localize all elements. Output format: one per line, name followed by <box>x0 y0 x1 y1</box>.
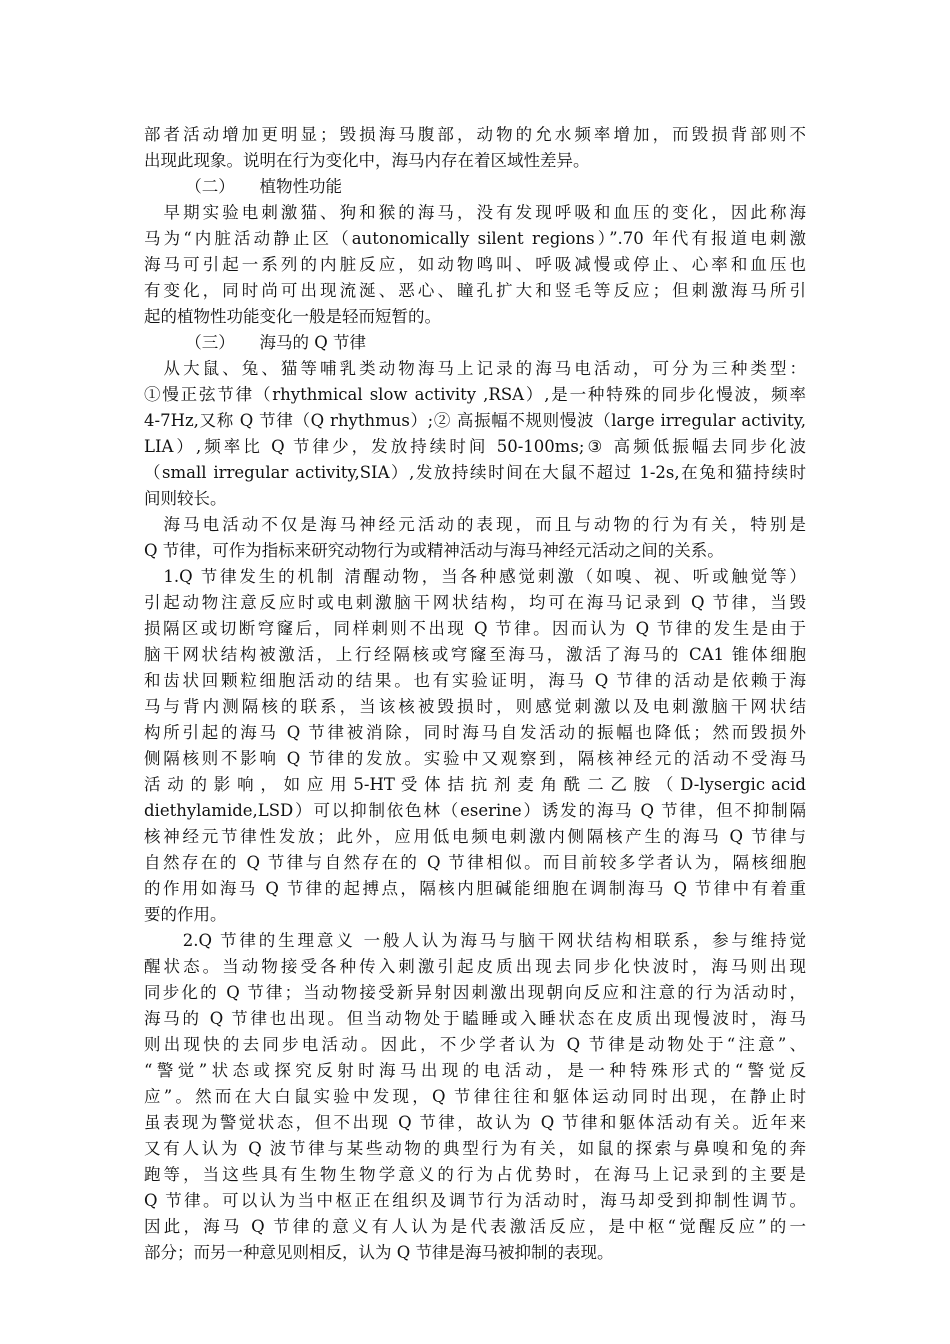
text-line: 又有人认为 Q 波节律与某些动物的典型行为有关，如鼠的探索与鼻嗅和兔的奔 <box>144 1139 806 1158</box>
text-line: LIA）,频率比 Q 节律少，发放持续时间 50-100ms;③ 高频低振幅去同步化波 <box>144 437 806 456</box>
text-line: 4-7Hz,又称 Q 节律（Q rhythmus）;② 高振幅不规则慢波（large irregular activity, <box>144 411 806 430</box>
text-line: 海马电活动不仅是海马神经元活动的表现，而且与动物的行为有关，特别是 <box>144 515 806 534</box>
text-line: 部分；而另一种意见则相反，认为 Q 节律是海马被抑制的表现。 <box>144 1243 614 1262</box>
text-line: 部者活动增加更明显；毁损海马腹部，动物的允水频率增加，而毁损背部则不 <box>144 125 806 144</box>
text-line: 1.Q 节律发生的机制 清醒动物，当各种感觉刺激（如嗅、视、听或触觉等） <box>144 567 806 586</box>
text-line: ①慢正弦节律（rhythmical slow activity ,RSA）,是一种特殊的同步化慢波，频率 <box>144 385 806 404</box>
text-line: 则出现快的去同步电活动。因此，不少学者认为 Q 节律是动物处于“注意”、 <box>144 1035 806 1054</box>
text-line: 同步化的 Q 节律；当动物接受新异射因刺激出现朝向反应和注意的行为活动时， <box>144 983 806 1002</box>
text-line: 引起动物注意反应时或电刺激脑干网状结构，均可在海马记录到 Q 节律，当毁 <box>144 593 806 612</box>
text-line: 核神经元节律性发放；此外，应用低电频电刺激内侧隔核产生的海马 Q 节律与 <box>144 827 806 846</box>
text-line: 2.Q 节律的生理意义 一般人认为海马与脑干网状结构相联系，参与维持觉 <box>144 931 806 950</box>
text-line: 间则较长。 <box>144 489 227 508</box>
text-line: 应”。然而在大白鼠实验中发现，Q 节律往往和躯体运动同时出现，在静止时 <box>144 1087 806 1106</box>
text-line: 要的作用。 <box>144 905 227 924</box>
text-line: 构所引起的海马 Q 节律被消除，同时海马自发活动的振幅也降低；然而毁损外 <box>144 723 806 742</box>
text-line: 侧隔核则不影响 Q 节律的发放。实验中又观察到，隔核神经元的活动不受海马 <box>144 749 806 768</box>
text-line: 虽表现为警觉状态，但不出现 Q 节律，故认为 Q 节律和躯体活动有关。近年来 <box>144 1113 806 1132</box>
text-line: “警觉”状态或探究反射时海马出现的电活动，是一种特殊形式的“警觉反 <box>144 1061 806 1080</box>
text-line: Q 节律，可作为指标来研究动物行为或精神活动与海马神经元活动之间的关系。 <box>144 541 724 560</box>
text-line: （small irregular activity,SIA）,发放持续时间在大鼠不超过 1-2s,在兔和猫持续时 <box>144 463 806 482</box>
text-line: 早期实验电刺激猫、狗和猴的海马，没有发现呼吸和血压的变化，因此称海 <box>144 203 806 222</box>
text-line: 马与背内测隔核的联系，当该核被毁损时，则感觉刺激以及电刺激脑干网状结 <box>144 697 806 716</box>
text-line: diethylamide,LSD）可以抑制依色林（eserine）诱发的海马 Q 节律，但不抑制隔 <box>144 801 806 820</box>
body-paragraph <box>144 928 806 1266</box>
body-paragraph <box>144 356 806 512</box>
text-line: 海马可引起一系列的内脏反应，如动物鸣叫、呼吸减慢或停止、心率和血压也 <box>144 255 806 274</box>
text-line: 脑干网状结构被激活，上行经隔核或穹窿至海马，激活了海马的 CA1 锥体细胞 <box>144 645 806 664</box>
body-paragraph <box>144 564 806 928</box>
text-line: 活 动 的 影 响 ， 如 应 用 5-HT 受 体 拮 抗 剂 麦 角 酰 二 乙 胺 （ D-lysergic acid <box>144 775 806 794</box>
document-page <box>144 122 806 1266</box>
text-line: 马为“内脏活动静止区（autonomically silent regions）”.70 年代有报道电刺激 <box>144 229 806 248</box>
text-line: 的作用如海马 Q 节律的起搏点，隔核内胆碱能细胞在调制海马 Q 节律中有着重 <box>144 879 806 898</box>
text-line: 有变化，同时尚可出现流涎、恶心、瞳孔扩大和竖毛等反应；但刺激海马所引 <box>144 281 806 300</box>
text-line: 海马的 Q 节律也出现。但当动物处于瞌睡或入睡状态在皮质出现慢波时，海马 <box>144 1009 806 1028</box>
section-heading <box>144 174 806 200</box>
text-line: Q 节律。可以认为当中枢正在组织及调节行为活动时，海马却受到抑制性调节。 <box>144 1191 806 1210</box>
text-line: 从大鼠、兔、猫等哺乳类动物海马上记录的海马电活动，可分为三种类型： <box>144 359 806 378</box>
body-paragraph <box>144 512 806 564</box>
text-line: （三） 海马的 Q 节律 <box>144 333 367 352</box>
text-line: 和齿状回颗粒细胞活动的结果。也有实验证明，海马 Q 节律的活动是依赖于海 <box>144 671 806 690</box>
text-line: （二） 植物性功能 <box>144 177 342 196</box>
body-paragraph <box>144 200 806 330</box>
text-line: 因此，海马 Q 节律的意义有人认为是代表激活反应，是中枢“觉醒反应”的一 <box>144 1217 806 1236</box>
text-line: 起的植物性功能变化一般是轻而短暂的。 <box>144 307 441 326</box>
text-line: 跑等，当这些具有生物生物学意义的行为占优势时，在海马上记录到的主要是 <box>144 1165 806 1184</box>
text-line: 自然存在的 Q 节律与自然存在的 Q 节律相似。而目前较多学者认为，隔核细胞 <box>144 853 806 872</box>
text-line: 醒状态。当动物接受各种传入刺激引起皮质出现去同步化快波时，海马则出现 <box>144 957 806 976</box>
body-paragraph <box>144 122 806 174</box>
text-line: 损隔区或切断穹窿后，同样刺则不出现 Q 节律。因而认为 Q 节律的发生是由于 <box>144 619 806 638</box>
section-heading <box>144 330 806 356</box>
text-line: 出现此现象。说明在行为变化中，海马内存在着区域性差异。 <box>144 151 590 170</box>
